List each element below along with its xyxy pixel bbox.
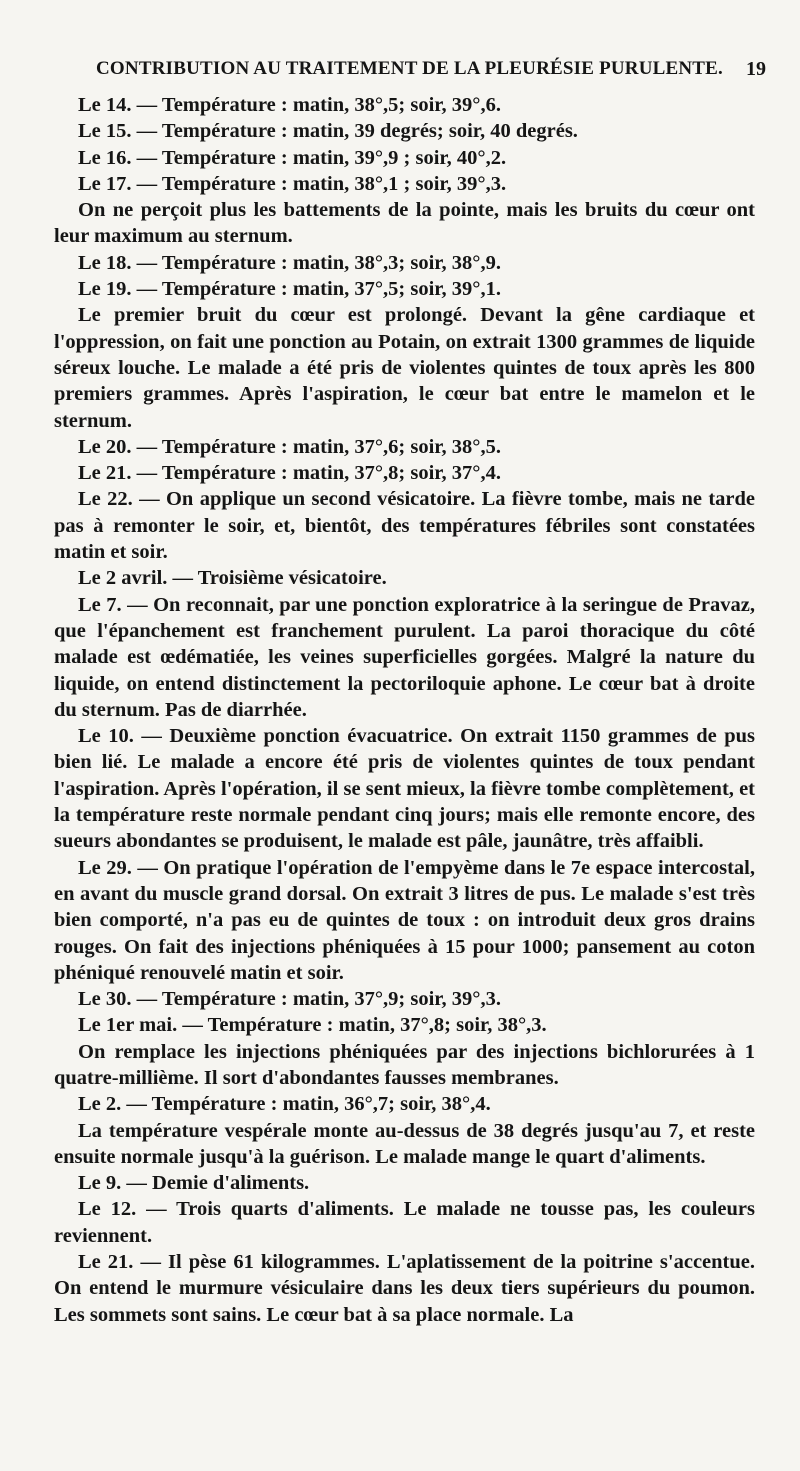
paragraph-le-15: Le 15. — Température : matin, 39 degrés; soir, 40 degrés. bbox=[78, 120, 578, 143]
paragraph-le-12: Le 12. — Trois quarts d'aliments. Le malade ne tousse pas, les couleurs reviennent. bbox=[54, 1198, 755, 1247]
page-number: 19 bbox=[746, 58, 766, 80]
page-header bbox=[96, 58, 766, 88]
paragraph-le-7: Le 7. — On reconnait, par une ponction exploratrice à la seringue de Pravaz, que l'épanchement est franchement purulent. La paroi thoracique du côté malade est œdématiée, les veines superficielles gorgées. Malgré la nature du liquide, on entend distinctement la pectoriloquie aphone. Le cœur bat à droite du sternum. Pas de diarrhée. bbox=[54, 593, 755, 721]
paragraph-le-9: Le 9. — Demie d'aliments. bbox=[78, 1172, 310, 1195]
paragraph-le-2: Le 2. — Température : matin, 36°,7; soir, 38°,4. bbox=[78, 1093, 491, 1116]
paragraph-le-21-final: Le 21. — Il pèse 61 kilogrammes. L'aplatissement de la poitrine s'accentue. On entend le murmure vésiculaire dans les deux tiers supérieurs du poumon. Les sommets sont sains. Le cœur bat à sa place normale. La bbox=[54, 1251, 755, 1326]
paragraph-evening-temperature: La température vespérale monte au-dessus de 38 degrés jusqu'au 7, et reste ensuite normale jusqu'à la guérison. Le malade mange le quart d'aliments. bbox=[54, 1119, 755, 1168]
paragraph-1er-mai: Le 1er mai. — Température : matin, 37°,8; soir, 38°,3. bbox=[78, 1014, 547, 1037]
paragraph-first-puncture: Le premier bruit du cœur est prolongé. Devant la gêne cardiaque et l'oppression, on fait une ponction au Potain, on extrait 1300 grammes de liquide séreux louche. Le malade a été pris de violentes quintes de toux après les 800 premiers grammes. Après l'aspiration, le cœur bat entre le mamelon et le sternum. bbox=[54, 304, 755, 432]
paragraph-le-21: Le 21. — Température : matin, 37°,8; soir, 37°,4. bbox=[78, 462, 501, 485]
body-text bbox=[54, 92, 755, 1328]
paragraph-le-16: Le 16. — Température : matin, 39°,9 ; soir, 40°,2. bbox=[78, 146, 507, 169]
paragraph-le-19: Le 19. — Température : matin, 37°,5; soir, 39°,1. bbox=[78, 278, 501, 301]
paragraph-le-22: Le 22. — On applique un second vésicatoire. La fièvre tombe, mais ne tarde pas à remonter le soir, et, bientôt, des températures fébriles sont constatées matin et soir. bbox=[54, 488, 755, 564]
running-title: CONTRIBUTION AU TRAITEMENT DE LA PLEURÉSIE PURULENTE. bbox=[96, 58, 724, 79]
paragraph-le-17: Le 17. — Température : matin, 38°,1 ; soir, 39°,3. bbox=[78, 172, 507, 195]
paragraph-le-30: Le 30. — Température : matin, 37°,9; soir, 39°,3. bbox=[78, 988, 501, 1011]
paragraph-heart-note: On ne perçoit plus les battements de la pointe, mais les bruits du cœur ont leur maximum au sternum. bbox=[54, 199, 755, 248]
paragraph-bichloride: On remplace les injections phéniquées par des injections bichlorurées à 1 quatre-millième. Il sort d'abondantes fausses membranes. bbox=[54, 1040, 755, 1089]
paragraph-2-avril: Le 2 avril. — Troisième vésicatoire. bbox=[78, 567, 387, 590]
paragraph-le-14: Le 14. — Température : matin, 38°,5; soir, 39°,6. bbox=[78, 94, 501, 116]
paragraph-le-29: Le 29. — On pratique l'opération de l'empyème dans le 7e espace intercostal, en avant du muscle grand dorsal. On extrait 3 litres de pus. Le malade s'est très bien comporté, n'a pas eu de quintes de toux : on introduit deux gros drains rouges. On fait des injections phéniquées à 15 pour 1000; pansement au coton phéniqué renouvelé matin et soir. bbox=[54, 856, 755, 984]
paragraph-le-20: Le 20. — Température : matin, 37°,6; soir, 38°,5. bbox=[78, 435, 501, 458]
paragraph-le-18: Le 18. — Température : matin, 38°,3; soir, 38°,9. bbox=[78, 251, 501, 274]
paragraph-le-10: Le 10. — Deuxième ponction évacuatrice. On extrait 1150 grammes de pus bien lié. Le malade a encore été pris de violentes quintes de toux pendant l'aspiration. Après l'opération, il se sent mieux, la fièvre tombe complètement, et la température reste normale pendant cinq jours; mais elle remonte encore, des sueurs abondantes se produisent, le malade est pâle, jaunâtre, très affaibli. bbox=[54, 725, 755, 853]
